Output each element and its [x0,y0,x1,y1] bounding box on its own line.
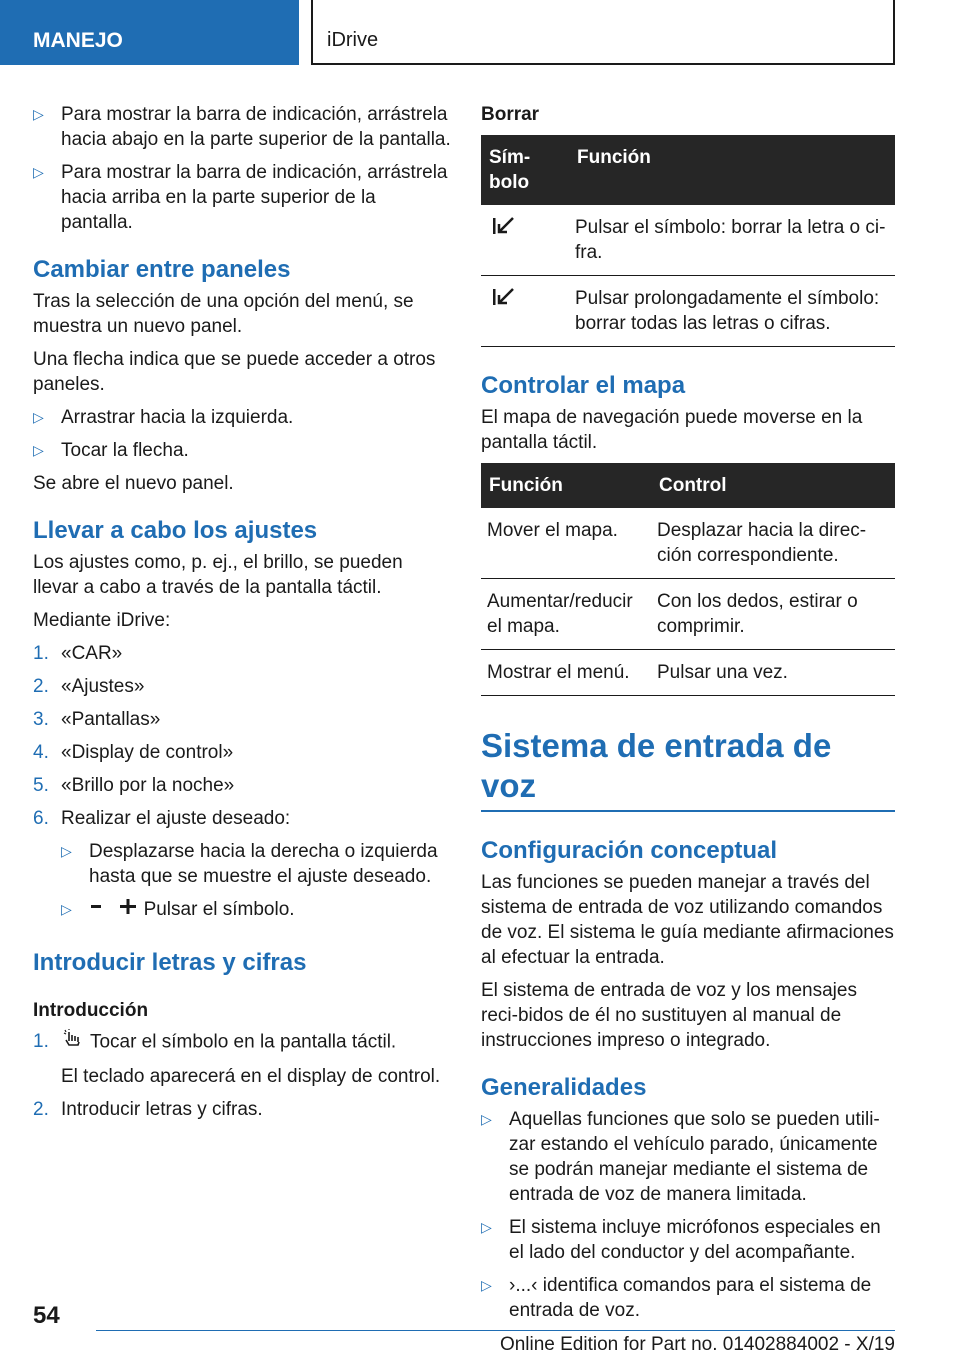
table-row: Aumentar/reducir el mapa. Con los dedos, estirar o comprimir. [481,579,895,650]
list-item: ▷ El sistema incluye micrófonos especiales en el lado del conductor y del acompañante. [481,1217,881,1263]
heading-generalidades: Generalidades [481,1074,647,1101]
triangle-bullet-icon: ▷ [481,1111,492,1127]
paragraph: Las funciones se pueden manejar a través del sistema de entrada de voz utilizando comandos de voz. El sistema le guía mediante afirmaciones al efectuar la entrada. [481,872,894,968]
mapa-table [481,463,895,696]
step-item: 2. «Ajustes» [33,676,145,697]
triangle-bullet-icon: ▷ [33,164,44,180]
list-item: ▷ Tocar la flecha. [33,440,189,461]
footer-divider [96,1330,895,1331]
chapter-title: iDrive [311,0,895,65]
heading-letras-cifras: Introducir letras y cifras [33,949,307,977]
step-item: 3. «Pantallas» [33,709,161,730]
list-item: ▷ ›...‹ identifica comandos para el sistema de entrada de voz. [481,1275,872,1321]
borrar-table [481,135,895,347]
triangle-bullet-icon: ▷ [33,106,44,122]
column-header: Función [569,135,895,205]
touch-hand-icon [61,1029,85,1056]
subheading-introduccion: Introducción [33,1000,149,1022]
table-row: Pulsar prolongadamente el símbolo: borrar todas las letras o cifras. [481,276,895,347]
heading-cambiar-paneles: Cambiar entre paneles [33,256,291,283]
list-item: ▷ Pulsar el símbolo. [61,897,451,922]
list-item: ▷ Arrastrar hacia la izquierda. [33,407,294,428]
left-column [33,102,451,1130]
triangle-bullet-icon: ▷ [481,1277,492,1293]
backspace-icon [481,276,569,347]
table-row: Mostrar el menú. Pulsar una vez. [481,650,895,696]
footer-edition: Online Edition for Part no. 01402884002 - X/19 [499,1334,895,1355]
table-row: Pulsar el símbolo: borrar la letra o ci-fra. [481,205,895,276]
column-header: Función [481,463,651,508]
minus-icon [89,897,111,922]
paragraph: El teclado aparecerá en el display de control. [61,1066,441,1088]
list-item: ▷ Desplazarse hacia la derecha o izquierda hasta que se muestre el ajuste deseado. [61,841,438,887]
heading-sistema-voz: Sistema de entrada de voz [481,726,895,812]
column-header: Sím-bolo [481,135,569,205]
paragraph: Una flecha indica que se puede acceder a otros paneles. [33,349,436,395]
list-item: ▷ Aquellas funciones que solo se pueden utili-zar estando el vehículo parado, únicamente se podrán manejar mediante el sistema de entrada de voz de manera limitada. [481,1109,880,1205]
right-column [481,102,895,1331]
step-item: 2. Introducir letras y cifras. [33,1099,263,1121]
subheading-borrar: Borrar [481,104,540,125]
triangle-bullet-icon: ▷ [33,442,44,458]
page-number: 54 [33,1302,60,1329]
plus-icon [116,897,138,922]
triangle-bullet-icon: ▷ [61,901,72,917]
paragraph: El mapa de navegación puede moverse en la pantalla táctil. [481,407,863,453]
section-tab: MANEJO [0,0,299,65]
step-item: 5. «Brillo por la noche» [33,775,235,796]
triangle-bullet-icon: ▷ [481,1219,492,1235]
step-item: 6. Realizar el ajuste deseado: [33,808,291,829]
paragraph: Tras la selección de una opción del menú, se muestra un nuevo panel. [33,291,414,337]
paragraph: Mediante iDrive: [33,610,171,631]
step-item: 1. «CAR» [33,643,123,664]
paragraph: Los ajustes como, p. ej., el brillo, se pueden llevar a cabo a través de la pantalla táctil. [33,552,403,598]
paragraph: Se abre el nuevo panel. [33,473,234,494]
step-item: 1. Tocar el símbolo en la pantalla táctil. [33,1029,451,1056]
list-item: ▷ Para mostrar la barra de indicación, arrástrela hacia arriba en la parte superior de la pantalla. [33,162,448,233]
list-item: ▷ Para mostrar la barra de indicación, arrástrela hacia abajo en la parte superior de la pantalla. [33,104,451,150]
heading-configuracion: Configuración conceptual [481,837,778,864]
triangle-bullet-icon: ▷ [61,843,72,859]
heading-ajustes: Llevar a cabo los ajustes [33,517,318,544]
column-header: Control [651,463,895,508]
heading-controlar-mapa: Controlar el mapa [481,372,686,399]
backspace-icon [481,205,569,276]
step-item: 4. «Display de control» [33,742,234,763]
triangle-bullet-icon: ▷ [33,409,44,425]
paragraph: El sistema de entrada de voz y los mensajes reci-bidos de él no sustituyen al manual de instrucciones impreso o integrado. [481,980,857,1051]
table-row: Mover el mapa. Desplazar hacia la direc-ción correspondiente. [481,508,895,579]
